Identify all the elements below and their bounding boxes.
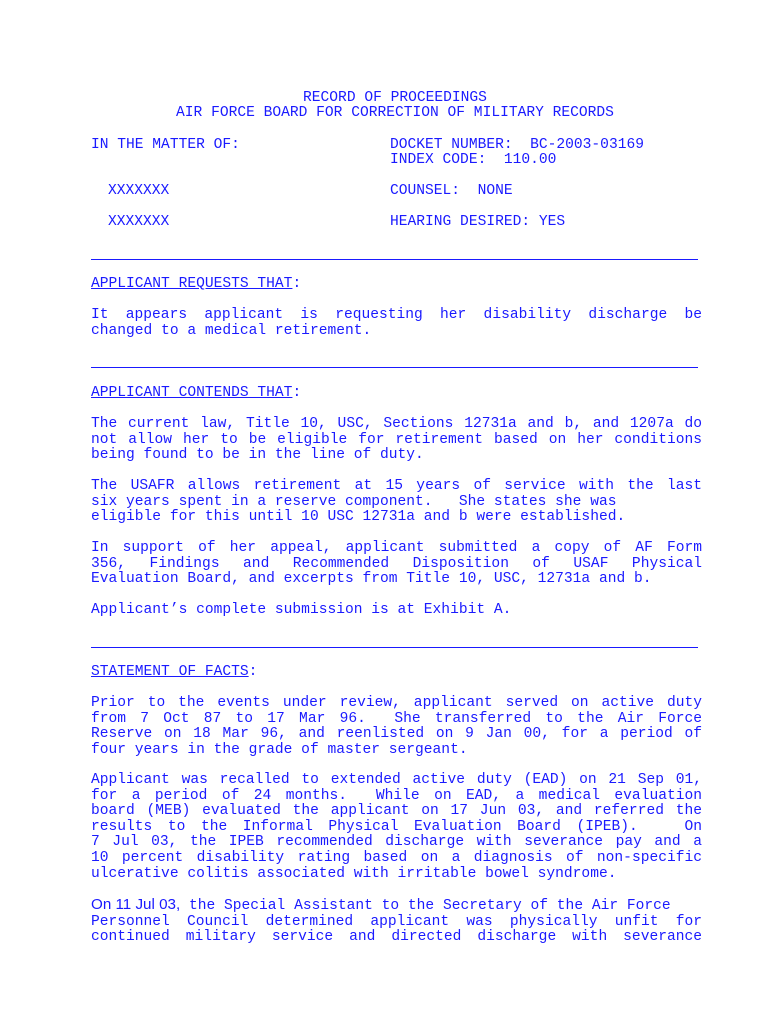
facts-paragraph-3: On 11 Jul 03, the Special Assistant to the Secretary of the Air Force Personnel Council determined applicant was physically unfit for continued military service and directed discharge with severance (91, 896, 702, 946)
index-code: INDEX CODE: 110.00 (390, 152, 557, 168)
section-heading-contends: APPLICANT CONTENDS THAT: (91, 385, 302, 401)
docket-number: DOCKET NUMBER: BC-2003-03169 (390, 137, 644, 153)
applicant-name-redacted: XXXXXXX (108, 183, 170, 199)
counsel: COUNSEL: NONE (390, 183, 513, 199)
contends-paragraph-4: Applicant’s complete submission is at Exhibit A. (91, 602, 512, 618)
requests-paragraph: It appears applicant is requesting her disability discharge be changed to a medical retirement. (91, 307, 702, 339)
contends-paragraph-3: In support of her appeal, applicant submitted a copy of AF Form 356, Findings and Recommended Disposition of USAF Physical Evaluation Board, and excerpts from Title 10, USC, 12731a and b. (91, 540, 702, 588)
divider (91, 259, 698, 260)
contends-paragraph-1: The current law, Title 10, USC, Sections 12731a and b, and 1207a do not allow her to be eligible for retirement based on her conditions being found to be in the line of duty. (91, 416, 702, 464)
hearing-desired: HEARING DESIRED: YES (390, 214, 566, 230)
facts-paragraph-2: Applicant was recalled to extended active duty (EAD) on 21 Sep 01, for a period of 24 months. While on EAD, a medical evaluation board (MEB) evaluated the applicant on 17 Jun 03, and referred the results to the Informal Physical Evaluation Board (IPEB). On 7 Jul 03, the IPEB recommended discharge with severance pay and a 10 percent disability rating based on a diagnosis of non-specific ulcerative colitis associated with irritable bowel syndrome. (91, 772, 702, 882)
matter-label: IN THE MATTER OF: (91, 137, 240, 153)
applicant-ssn-redacted: XXXXXXX (108, 214, 170, 230)
divider (91, 647, 698, 648)
board-name: AIR FORCE BOARD FOR CORRECTION OF MILITARY RECORDS (176, 105, 614, 121)
date-lead: On 11 Jul 03, (91, 896, 181, 913)
contends-paragraph-2: The USAFR allows retirement at 15 years of service with the last six years spent in a reserve component. She states she was eligible for this until 10 USC 12731a and b were established. (91, 478, 702, 526)
section-heading-requests: APPLICANT REQUESTS THAT: (91, 276, 302, 292)
section-heading-facts: STATEMENT OF FACTS: (91, 664, 258, 680)
divider (91, 367, 698, 368)
facts-paragraph-1: Prior to the events under review, applicant served on active duty from 7 Oct 87 to 17 Mar 96. She transferred to the Air Force Reserve on 18 Mar 96, and reenlisted on 9 Jan 00, for a period of four years in the grade of master sergeant. (91, 695, 702, 758)
document-title: RECORD OF PROCEEDINGS (303, 90, 487, 106)
